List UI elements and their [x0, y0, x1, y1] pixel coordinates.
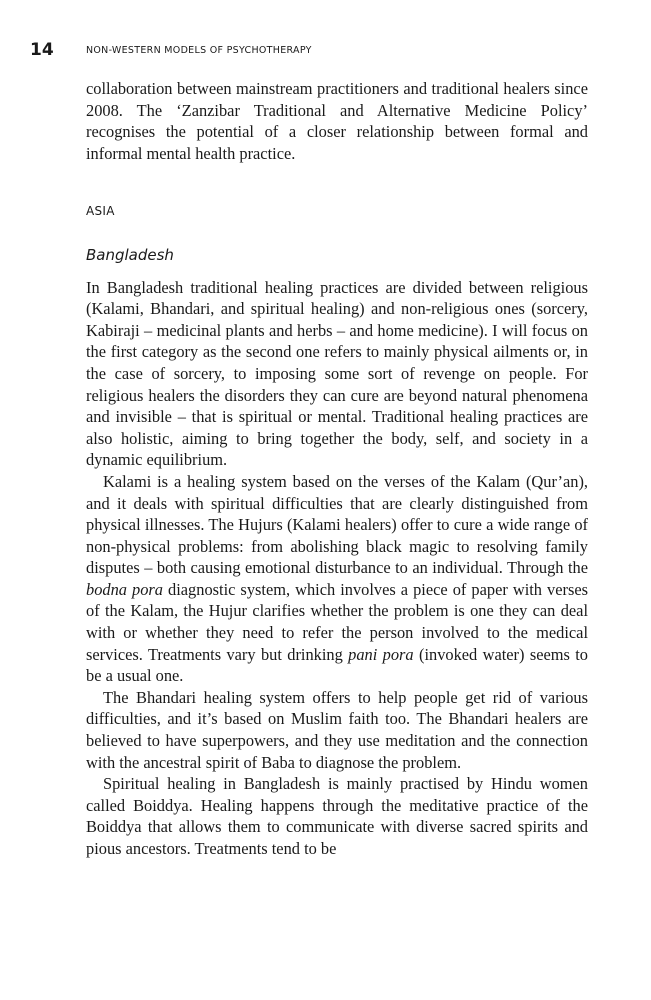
kalami-text-part-1: Kalami is a healing system based on the verses of the Kalam (Qur’an), and it deals with spiritual difficulties that are clearly distinguished from physical illnesses. The Hujurs (Kalami healers) offer to cure a wide range of non-physical problems: from abolishing black magic to resolving family disputes – both causing emotional disturbance to an individual. Through the: [86, 471, 588, 578]
intro-paragraph: collaboration between mainstream practitioners and traditional healers since 2008. The ‘Zanzibar Traditional and Alternative Medicine Policy’ recognises the potential of a closer relationship between formal and informal mental health practice.: [86, 79, 588, 163]
term-bodna-pora: bodna pora: [86, 579, 163, 599]
term-pani-pora: pani pora: [348, 644, 414, 664]
paragraph-kalami: [86, 471, 588, 687]
kalami-text-part-3: (invoked water) seems to be a usual one.: [86, 644, 588, 686]
subsection-heading: Bangladesh: [86, 245, 174, 264]
paragraph-religious-practices: In Bangladesh traditional healing practices are divided between religious (Kalami, Bhandari, and spiritual healing) and non-religious ones (sorcery, Kabiraji – medicinal plants and herbs – and home medicine). I will focus on the first category as the second one refers to mainly physical ailments or, in the case of sorcery, to imposing some sort of revenge on people. For religious healers the disorders they can cure are beyond natural phenomena and invisible – that is spiritual or mental. Traditional healing practices are also holistic, aiming to bring together the body, self, and society in a dynamic equilibrium.: [86, 277, 588, 470]
paragraph-spiritual-healing: Spiritual healing in Bangladesh is mainly practised by Hindu women called Boiddya. Healing happens through the meditative practice of the Boiddya that allows them to communicate with diverse sacred spirits and pious ancestors. Treatments tend to be: [86, 774, 588, 858]
page-number: 14: [30, 40, 54, 60]
main-text-column: [86, 78, 588, 860]
paragraph-bhandari: The Bhandari healing system offers to help people get rid of various difficulties, and it’s based on Muslim faith too. The Bhandari healers are believed to have superpowers, and they use meditation and the connection with the ancestral spirit of Baba to diagnose the problem.: [86, 687, 588, 772]
running-header: NON-WESTERN MODELS OF PSYCHOTHERAPY: [86, 45, 312, 56]
section-heading: ASIA: [86, 204, 115, 219]
kalami-text-part-2: diagnostic system, which involves a piece of paper with verses of the Kalam, the Hujur clarifies whether the problem is one they can deal with or whether they need to refer the person involved to the medical services. Treatments vary but drinking: [86, 579, 588, 664]
